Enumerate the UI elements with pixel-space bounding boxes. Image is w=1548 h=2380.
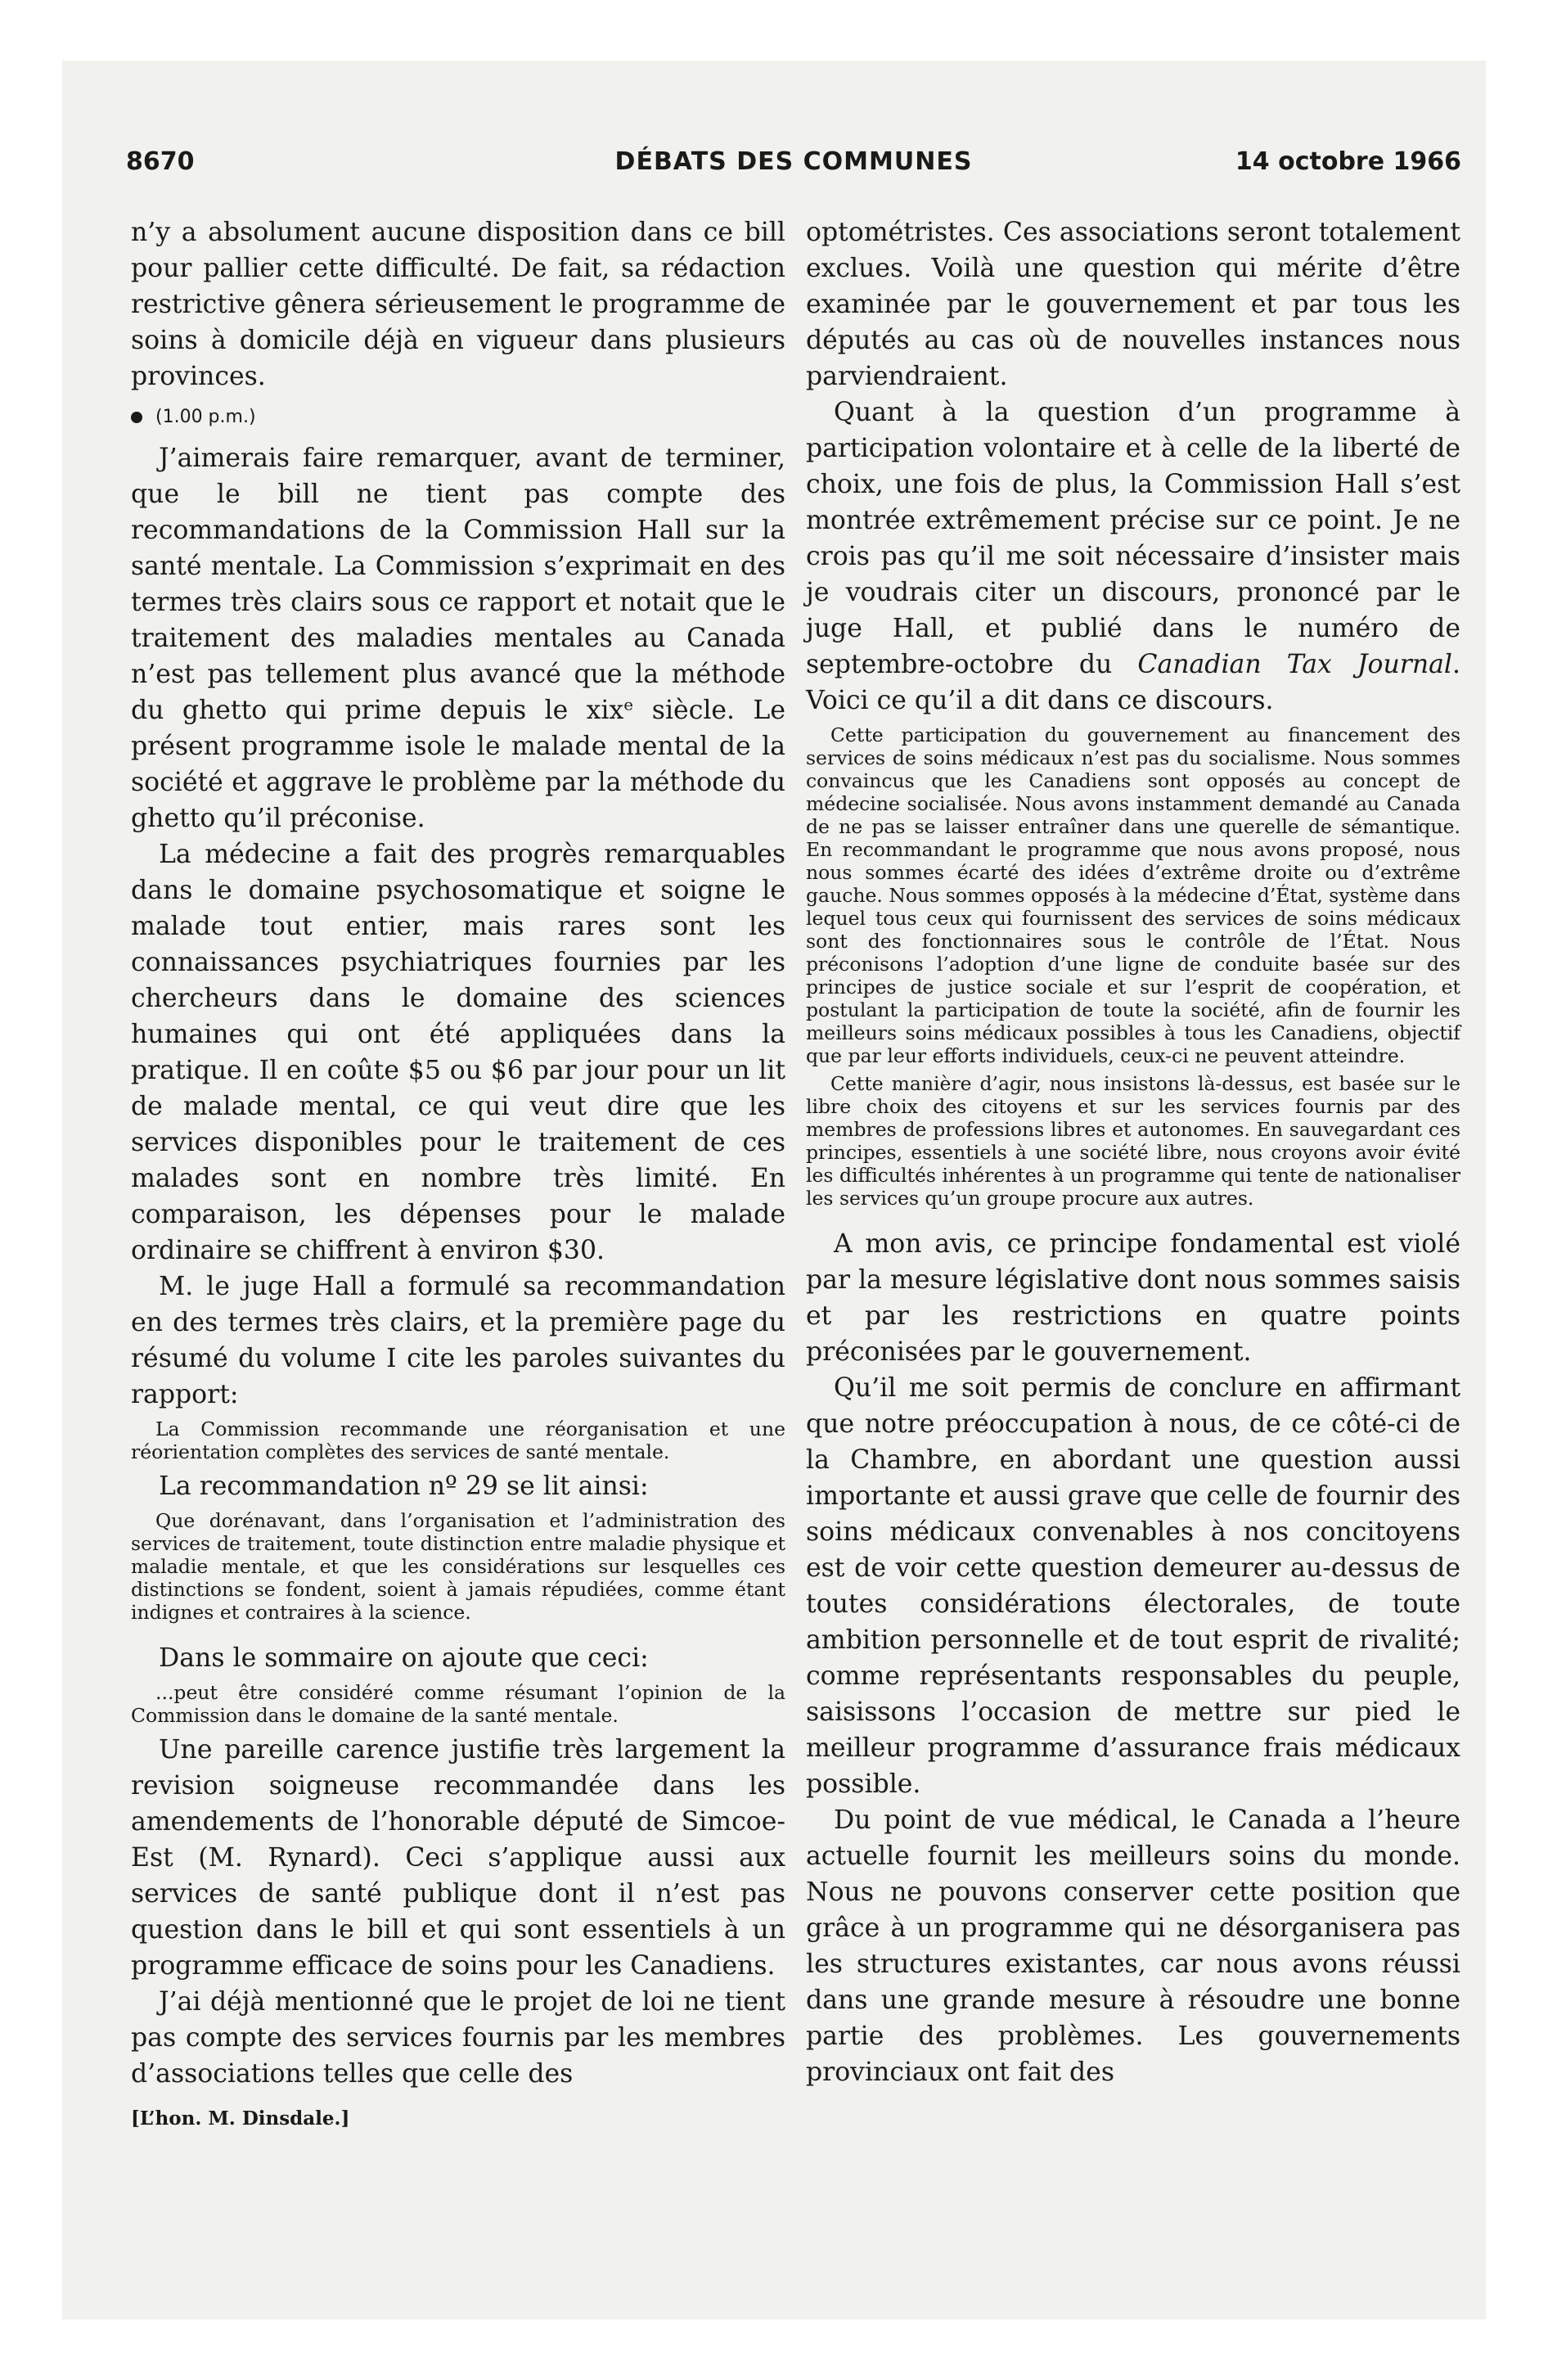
paragraph: optométristes. Ces associations seront totalement exclues. Voilà une question qui mérite d’être examinée par le gouvernement et par tous les députés au cas où de nouvelles instances nous parviendraient. bbox=[806, 218, 1460, 391]
paragraph: n’y a absolument aucune disposition dans ce bill pour pallier cette difficulté. De fait, sa rédaction restrictive gênera sérieusement le programme de soins à domicile déjà en vigueur dans plusieurs provinces. bbox=[131, 218, 785, 391]
publication-title: DÉBATS DES COMMUNES bbox=[614, 147, 973, 176]
block-quote: ...peut être considéré comme résumant l’opinion de la Commission dans le domaine de la santé mentale. bbox=[131, 1681, 785, 1727]
paragraph: J’aimerais faire remarquer, avant de terminer, que le bill ne tient pas compte des recommandations de la Commission Hall sur la santé mentale. La Commission s’exprimait en des termes très clairs sous ce rapport et notait que le traitement des maladies mentales au Canada n’est pas tellement plus avancé que la méthode du ghetto qui prime depuis le xixᵉ siècle. Le présent programme isole le malade mental de la société et aggrave le problème par la méthode du ghetto qu’il préconise. bbox=[131, 444, 785, 833]
paragraph-text: . Voici ce qu’il a dit dans ce discours. bbox=[806, 650, 1460, 715]
bullet-icon bbox=[131, 412, 142, 423]
paragraph: J’ai déjà mentionné que le projet de loi ne tient pas compte des services fournis par les membres d’associations telles que celle des bbox=[131, 1987, 785, 2089]
block-quote: La Commission recommande une réorganisation et une réorientation complètes des services de santé mentale. bbox=[131, 1418, 785, 1463]
page-header bbox=[126, 147, 1461, 187]
page-number: 8670 bbox=[126, 147, 195, 176]
block-quote: Cette participation du gouvernement au financement des services de soins médicaux n’est pas du socialisme. Nous sommes convaincus que les Canadiens sont opposés au concept de médecine socialisée. Nous avons instamment demandé au Canada de ne pas se laisser entraîner dans une querelle de sémantique. En recommandant le programme que nous avons proposé, nous nous sommes écarté des idées d’extrême droite ou d’extrême gauche. Nous sommes opposés à la médecine d’État, système dans lequel tous ceux qui fournissent des services de soins médicaux sont des fonctionnaires sous le contrôle de l’État. Nous préconisons l’adoption d’une ligne de conduite basée sur des principes de justice sociale et sur l’esprit de coopération, et postulant la participation de toute la société, afin de fournir les meilleurs soins médicaux possibles à tous les Canadiens, objectif que par leur efforts individuels, ceux-ci ne peuvent atteindre. bbox=[806, 723, 1460, 1067]
paragraph: Une pareille carence justifie très largement la revision soigneuse recommandée dans les amendements de l’honorable député de Simcoe-Est (M. Rynard). Ceci s’applique aussi aux services de santé publique dont il n’est pas question dans le bill et qui sont essentiels à un programme efficace de soins pour les Canadiens. bbox=[131, 1735, 785, 1981]
right-column bbox=[806, 214, 1460, 2090]
paragraph-text: Quant à la question d’un programme à participation volontaire et à celle de la liberté de choix, une fois de plus, la Commission Hall s’est montrée extrêmement précise sur ce point. Je ne crois pas qu’il me soit nécessaire d’insister mais je voudrais citer un discours, prononcé par le juge Hall, et publié dans le numéro de septembre-octobre du bbox=[806, 398, 1460, 679]
paragraph: Dans le sommaire on ajoute que ceci: bbox=[159, 1643, 649, 1673]
block-quote: Que dorénavant, dans l’organisation et l’administration des services de traitement, toute distinction entre maladie physique et maladie mentale, et que les considérations sur lesquelles ces distinctions se fondent, soient à jamais répudiées, comme étant indignes et contraires à la science. bbox=[131, 1509, 785, 1624]
time-text: (1.00 p.m.) bbox=[155, 407, 256, 427]
time-marker bbox=[131, 399, 785, 435]
left-column bbox=[131, 214, 785, 2131]
paragraph: M. le juge Hall a formulé sa recommandation en des termes très clairs, et la première page du résumé du volume I cite les paroles suivantes du rapport: bbox=[131, 1272, 785, 1409]
paragraph: La recommandation nº 29 se lit ainsi: bbox=[159, 1472, 649, 1501]
paragraph bbox=[806, 394, 1460, 719]
paragraph: Qu’il me soit permis de conclure en affirmant que notre préoccupation à nous, de ce côté-ci de la Chambre, en abordant une question aussi importante et aussi grave que celle de fournir des soins médicaux convenables à nos concitoyens est de voir cette question demeurer au-dessus de toutes considérations électorales, de toute ambition personnelle et de tout esprit de rivalité; comme représentants responsables du peuple, saisissons l’occasion de mettre sur pied le meilleur programme d’assurance frais médicaux possible. bbox=[806, 1373, 1460, 1799]
journal-title: Canadian Tax Journal bbox=[1137, 650, 1452, 679]
paragraph: La médecine a fait des progrès remarquables dans le domaine psychosomatique et soigne le malade tout entier, mais rares sont les connaissances psychiatriques fournies par les chercheurs dans le domaine des sciences humaines qui ont été appliquées dans la pratique. Il en coûte $5 ou $6 par jour pour un lit de malade mental, ce qui veut dire que les services disponibles pour le traitement de ces malades sont en nombre très limité. En comparaison, les dépenses pour le malade ordinaire se chiffrent à environ $30. bbox=[131, 840, 785, 1265]
block-quote: Cette manière d’agir, nous insistons là-dessus, est basée sur le libre choix des citoyens et sur les services fournis par des membres de professions libres et autonomes. En sauvegardant ces principes, essentiels à une société libre, nous croyons avoir évité les difficultés inhérentes à un programme qui tente de nationaliser les services qu’un groupe procure aux autres. bbox=[806, 1072, 1460, 1210]
paragraph: A mon avis, ce principe fondamental est violé par la mesure législative dont nous sommes saisis et par les restrictions en quatre points préconisées par le gouvernement. bbox=[806, 1229, 1460, 1367]
paragraph: Du point de vue médical, le Canada a l’heure actuelle fournit les meilleurs soins du monde. Nous ne pouvons conserver cette position que grâce à un programme qui ne désorganisera pas les structures existantes, car nous avons réussi dans une grande mesure à résoudre une bonne partie des problèmes. Les gouvernements provinciaux ont fait des bbox=[806, 1805, 1460, 2087]
speaker-attribution: [L’hon. M. Dinsdale.] bbox=[131, 2107, 350, 2130]
page-date: 14 octobre 1966 bbox=[1235, 147, 1461, 176]
